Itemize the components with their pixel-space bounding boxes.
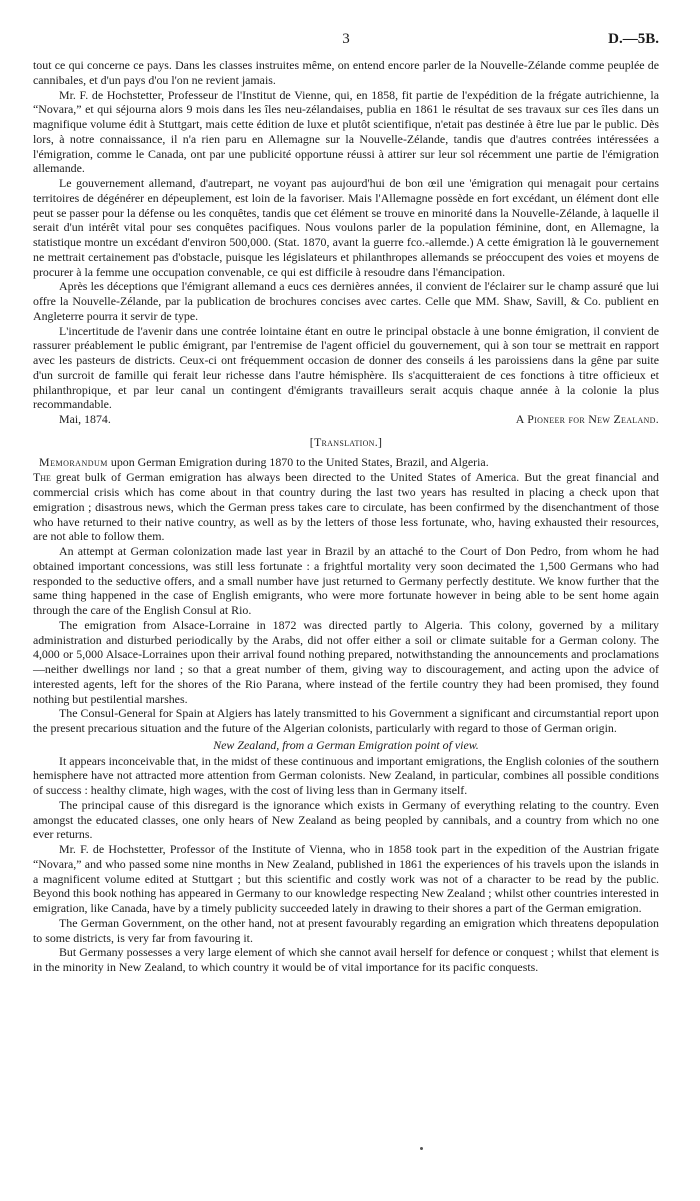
- section-heading: New Zealand, from a German Emigration point of view.: [213, 737, 479, 752]
- memorandum-title: [33, 455, 659, 470]
- letter-signature: A Pioneer for New Zealand.: [515, 412, 659, 426]
- page-header: [33, 30, 659, 52]
- memorandum-paragraph: The Consul-General for Spain at Algiers has lately transmitted to his Government a significant and circumstantial report upon the present precarious situation and the future of the Algerian colonists, particularly with regard to those of German origin.: [33, 706, 659, 735]
- letter-date: Mai, 1874.: [59, 412, 111, 426]
- section-paragraph: The German Government, on the other hand, not at present favourably regarding an emigration which threatens depopulation to some districts, is very far from favouring it.: [33, 915, 659, 945]
- memorandum-paragraph: The emigration from Alsace-Lorraine in 1872 was directed partly to Algeria. This colony, governed by a military administration and disturbed periodically by the Arabs, did not offer either a soil or climate suitable for a German colony. The 4,000 or 5,000 Alsace-Lorraines upon their arrival found nothing prepared, notwithstanding the announcements and proclamations—neither dwellings nor land ; so that a great number of them, giving way to discouragement, and acting upon the advice of interested agents, left for the shores of the Rio Parana, where instead of the fertile country they had been promised, they found nothing but pestilential marshes.: [33, 617, 659, 706]
- french-paragraph: Mr. F. de Hochstetter, Professeur de l'Institut de Vienne, qui, en 1858, fit partie de l'expédition de la frégate autrichienne, la “Novara,” et qui séjourna alors 9 mois dans les îles neu-zélandaises, publia en 1861 le résultat de ses travaux sur ces îles dans un magnifique volume édit à Stuttgart, mais cette édition de luxe et plutôt scientifique, n'etait pas destinée à être lue par le public. Dès lors, à notre connaissance, il n'a rien paru en Allemagne sur la Nouvelle-Zélande, tandis que d'autres contrées intéressées a l'émigration, comme le Canada, ont par une publicité opportune réussi à attirer sur leur sol récemment une partie de l'émigration allemande.: [33, 87, 659, 176]
- memorandum: [33, 455, 659, 736]
- letter-signature-line: [33, 412, 659, 427]
- printer-mark: [420, 1147, 423, 1150]
- section-paragraph: The principal cause of this disregard is the ignorance which exists in Germany of everything relating to the country. Even amongst the educated classes, one only hears of New Zealand as being peopled by cannibals, and a country from which no one ever returns.: [33, 797, 659, 842]
- document-reference: D.—5B.: [608, 31, 659, 47]
- document-page: [33, 30, 659, 1170]
- page-number: 3: [342, 31, 350, 47]
- french-paragraph: Le gouvernement allemand, d'autrepart, ne voyant pas aujourd'hui de bon œil une 'émigration qui menagait pour certains territoires de dégénérer en dépeuplement, est loin de la favoriser. Mais l'Allemagne possède en fort excédant, un élément dont elle peut se passer pour la défense ou les conquêtes, tandis que cet élément se trouve en minorité dans la Nouvelle-Zélande, à laquelle il serait d'un intérêt vital pour ses conquêtes pacifiques. Nous voulons parler de la population féminine, dont, en Allemagne, la statistique montre un excédant d'environ 500,000. (Stat. 1870, avant la guerre fco.-allemde.) A cette émigration là le gouvernement ne mettrait certainement pas d'obstacle, puisque les législateurs et philanthropes allemands se préoccupent des voies et moyens de procurer à la femme une occupation convenable, ce qui est difficile à resoudre dans l'émancipation.: [33, 176, 659, 279]
- translation-label: [Translation.]: [309, 434, 383, 449]
- section-paragraph: But Germany possesses a very large element of which she cannot avail herself for defence or conquest ; whilst that element is in the minority in New Zealand, to which country it would be of vital importance for its pacific conquests.: [33, 945, 659, 974]
- memorandum-lead-word: Memorandum: [39, 454, 108, 469]
- french-paragraph: Après les déceptions que l'émigrant allemand a eucs ces dernières années, il convient de l'éclairer sur le champ assuré que lui offre la Nouvelle-Zélande, par la publication de brochures concises avec cartes. Celle que MM. Shaw, Savill, & Co. publient en Angleterre pourra it servir de type.: [33, 279, 659, 323]
- memorandum-paragraph: An attempt at German colonization made last year in Brazil by an attaché to the Court of Don Pedro, from whom he had obtained important concessions, was still less fortunate : a frightful mortality very soon decimated the 1,500 Germans who had responded to the seductive offers, and a small number have just returned to Germany perfectly destitute. We know further that the same thing happened in the case of English emigrants, who were more fortunate however in being able to be sent home again through the care of the English Consul at Rio.: [33, 544, 659, 617]
- french-paragraph: tout ce qui concerne ce pays. Dans les classes instruites même, on entend encore parler de la Nouvelle-Zélande comme peuplée de cannibales, et d'un pays d'ou l'on ne revient jamais.: [33, 58, 659, 87]
- memorandum-first-text: great bulk of German emigration has always been directed to the United States of America. But the great financial and commercial crisis which has come about in that country during the last two years has resulted in placing a check upon that emigration ; disastrous news, which the German press takes care to circulate, has been confirmed by the disenchantment of those who have returned to their native country, as well as by the letters of those less fortunate, who, having exhausted their resources, are not able to follow them.: [33, 470, 659, 544]
- french-letter: [33, 58, 659, 427]
- memorandum-title-rest: upon German Emigration during 1870 to the United States, Brazil, and Algeria.: [107, 454, 489, 469]
- section-paragraph: It appears inconceivable that, in the midst of these continuous and important emigrations, the English colonies of the southern hemisphere have not attracted more attention from German colonists. New Zealand, in particular, combines all possible conditions of success : healthy climate, high wages, with the cost of living less than in Germany itself.: [33, 753, 659, 797]
- memorandum-first-word: The: [33, 470, 51, 485]
- french-paragraph: L'incertitude de l'avenir dans une contrée lointaine étant en outre le principal obstacle à une bonne émigration, il convient de rassurer préablement le public émigrant, par l'entremise de l'agent officiel du gouvernement, qui à son tour se mettrait en rapport avec les pasteurs de districts. Ceux-ci ont fréquemment occasion de donner des conseils á les paroissiens dans la gêne par suite d'un surcroit de famille qui ferait leur richesse dans l'autre hémisphère. Ils s'acquitteraient de ces fonctions à titre officieux et philanthropique, et par leur canal un contingent d'émigrants travailleurs serait acquis chaque année à la colonie la plus recommandable.: [33, 323, 659, 412]
- section-paragraph: Mr. F. de Hochstetter, Professor of the Institute of Vienna, who in 1858 took part in the expedition of the Austrian frigate “Novara,” and who passed some nine months in New Zealand, published in 1861 the experiences of his travels upon the islands in a magnificent volume edited at Stuttgart ; but this scientific and costly work was not of a character to be read by the public. Beyond this book nothing has appeared in Germany to our knowledge respecting New Zealand ; whilst other countries interested in emigration, like Canada, have by a timely publicity succeeded lately in drawing to their shores a part of the German emigration.: [33, 842, 659, 915]
- memorandum-paragraph: [33, 470, 659, 544]
- section-body: [33, 754, 659, 975]
